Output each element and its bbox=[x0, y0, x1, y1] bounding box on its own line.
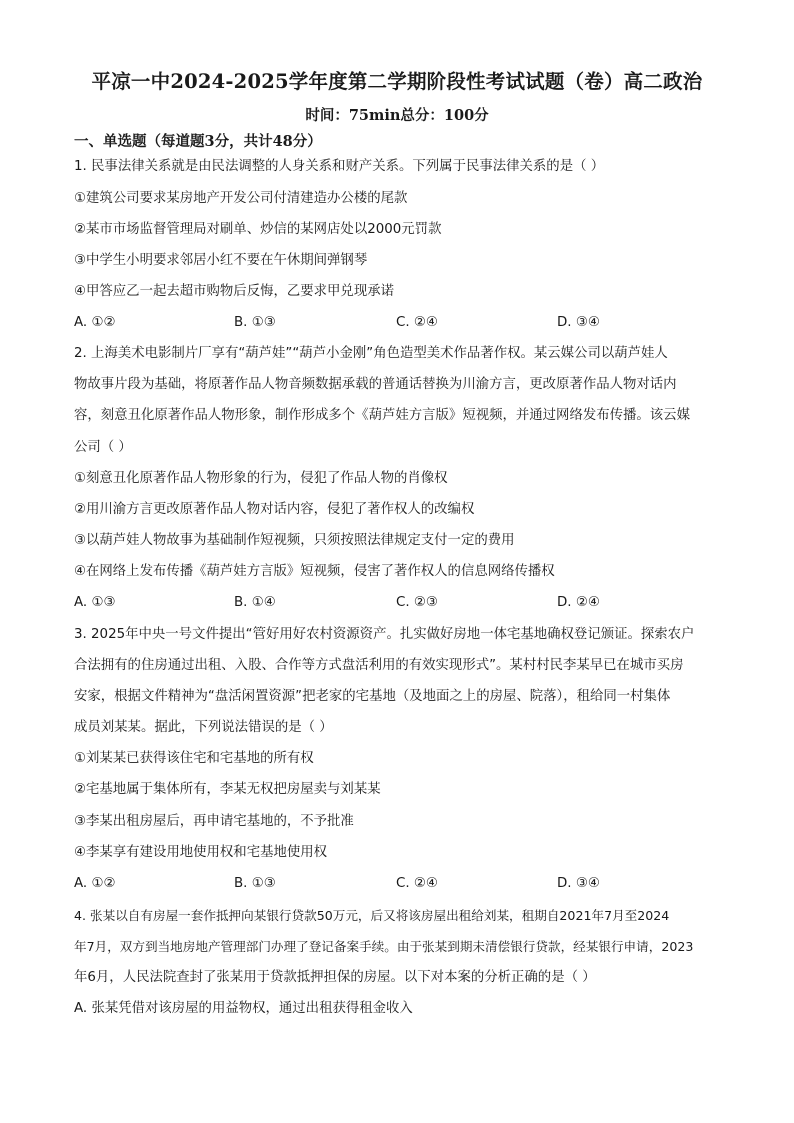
question-3-item-1: ①刘某某已获得该住宅和宅基地的所有权 bbox=[74, 751, 314, 766]
question-3-item-4: ④李某享有建设用地使用权和宅基地使用权 bbox=[74, 845, 328, 860]
question-2-option-a: A. ①③ bbox=[74, 595, 116, 610]
question-2-option-d: D. ②④ bbox=[557, 595, 600, 610]
question-4-stem-line-1: 4. 张某以自有房屋一套作抵押向某银行贷款50万元，后又将该房屋出租给刘某，租期自2021年7月至2024 bbox=[74, 908, 670, 923]
question-3-stem-line-3: 安家，根据文件精神为“盘活闲置资源”把老家的宅基地（及地面之上的房屋、院落），租给同一村集体 bbox=[74, 689, 671, 704]
question-3-option-d: D. ③④ bbox=[557, 876, 600, 891]
question-1-item-3: ③中学生小明要求邻居小红不要在午休期间弹钢琴 bbox=[74, 253, 368, 268]
question-2-item-2: ②用川渝方言更改原著作品人物对话内容，侵犯了著作权人的改编权 bbox=[74, 502, 475, 517]
exam-subtitle: 时间：75min总分：100分 bbox=[305, 107, 489, 124]
question-1-stem: 1. 民事法律关系就是由民法调整的人身关系和财产关系。下列属于民事法律关系的是（ ） bbox=[74, 159, 605, 174]
question-2-option-c: C. ②③ bbox=[396, 595, 438, 610]
question-1-item-1: ①建筑公司要求某房地产开发公司付清建造办公楼的尾款 bbox=[74, 191, 408, 206]
question-1-item-2: ②某市市场监督管理局对刷单、炒信的某网店处以2000元罚款 bbox=[74, 222, 442, 237]
question-2-stem-line-4: 公司（ ） bbox=[74, 440, 132, 455]
question-1-option-d: D. ③④ bbox=[557, 315, 600, 330]
question-2-option-b: B. ①④ bbox=[234, 595, 276, 610]
question-1-option-b: B. ①③ bbox=[234, 315, 276, 330]
question-3-option-b: B. ①③ bbox=[234, 876, 276, 891]
question-2-stem-line-3: 容，刻意丑化原著作品人物形象，制作形成多个《葫芦娃方言版》短视频，并通过网络发布传播。该云媒 bbox=[74, 408, 690, 423]
question-3-stem-line-2: 合法拥有的住房通过出租、入股、合作等方式盘活利用的有效实现形式”。某村村民李某早已在城市买房 bbox=[74, 658, 684, 673]
question-3-item-2: ②宅基地属于集体所有，李某无权把房屋卖与刘某某 bbox=[74, 782, 381, 797]
question-3-stem-line-1: 3. 2025年中央一号文件提出“管好用好农村资源资产。扎实做好房地一体宅基地确权登记颁证。探索农户 bbox=[74, 627, 695, 642]
question-2-item-4: ④在网络上发布传播《葫芦娃方言版》短视频，侵害了著作权人的信息网络传播权 bbox=[74, 564, 555, 579]
question-1-option-c: C. ②④ bbox=[396, 315, 438, 330]
question-1-option-a: A. ①② bbox=[74, 315, 116, 330]
question-3-item-3: ③李某出租房屋后，再申请宅基地的，不予批准 bbox=[74, 814, 354, 829]
question-3-stem-line-4: 成员刘某某。据此，下列说法错误的是（ ） bbox=[74, 720, 333, 735]
question-2-stem-line-1: 2. 上海美术电影制片厂享有“葫芦娃”“葫芦小金刚”角色造型美术作品著作权。某云媒公司以葫芦娃人 bbox=[74, 346, 668, 361]
question-2-stem-line-2: 物故事片段为基础，将原著作品人物音频数据承载的普通话替换为川渝方言，更改原著作品人物对话内 bbox=[74, 377, 677, 392]
question-4-stem-line-2: 年7月，双方到当地房地产管理部门办理了登记备案手续。由于张某到期未清偿银行贷款，经某银行申请，2023 bbox=[74, 939, 694, 954]
question-3-option-a: A. ①② bbox=[74, 876, 116, 891]
question-2-item-1: ①刻意丑化原著作品人物形象的行为，侵犯了作品人物的肖像权 bbox=[74, 471, 448, 486]
question-2-item-3: ③以葫芦娃人物故事为基础制作短视频，只须按照法律规定支付一定的费用 bbox=[74, 533, 515, 548]
question-4-option-a: A. 张某凭借对该房屋的用益物权，通过出租获得租金收入 bbox=[74, 1001, 413, 1016]
question-1-item-4: ④甲答应乙一起去超市购物后反悔，乙要求甲兑现承诺 bbox=[74, 284, 394, 299]
exam-title: 平凉一中2024-2025学年度第二学期阶段性考试试题（卷）高二政治 bbox=[91, 70, 703, 93]
section-heading: 一、单选题（每道题3分，共计48分） bbox=[74, 133, 322, 150]
question-4-stem-line-3: 年6月，人民法院查封了张某用于贷款抵押担保的房屋。以下对本案的分析正确的是（ ） bbox=[74, 970, 596, 985]
question-3-option-c: C. ②④ bbox=[396, 876, 438, 891]
